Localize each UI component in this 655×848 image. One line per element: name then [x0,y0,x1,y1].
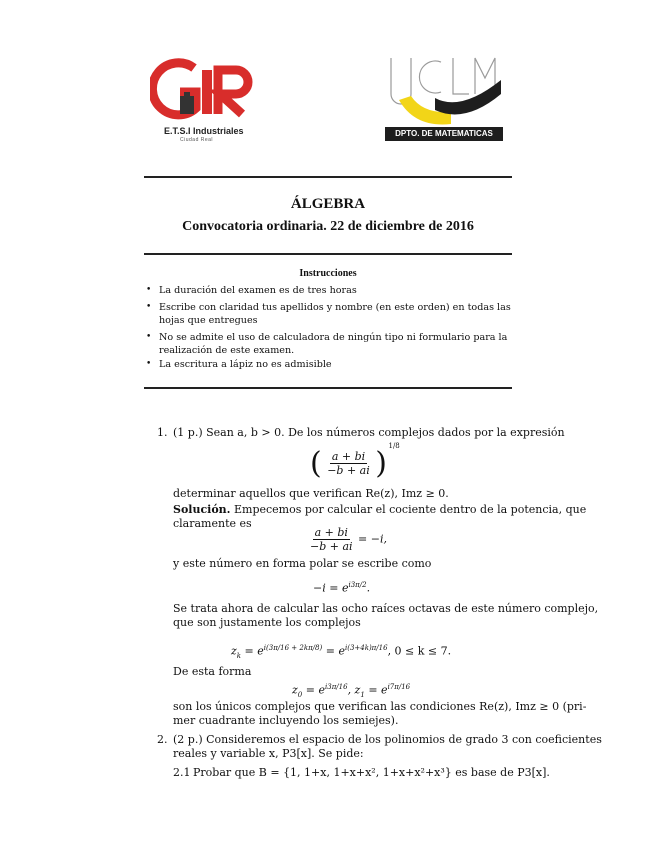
polar-intro: y este número en forma polar se escribe como [173,557,432,570]
bullet-2: • [146,302,152,312]
quotient-numerator: a + bi [314,526,348,539]
roots-equation [231,641,451,663]
polar-exponent: i3π/2 [348,581,367,589]
problem1-statement: (1 p.) Sean a, b > 0. De los números complejos dados por la expresión [173,426,565,439]
expression-fraction [325,450,372,477]
instruction-1: La duración del examen es de tres horas [159,285,357,296]
bullet-4: • [146,359,152,369]
problem1-number: 1. [157,426,168,439]
instructions-heading: Instrucciones [299,268,357,279]
z0-subscript: 0 [297,690,303,699]
right-logo [385,54,503,144]
quotient-rhs: = −i, [358,532,387,546]
roots-exponent1: i(3π/16 + 2kπ/8) [263,644,323,652]
subproblem-2-1-number: 2.1 [173,766,191,779]
solution-text: Empecemos por calcular el cociente dentro de la potencia, que [234,503,587,516]
solution-line2: claramente es [173,517,252,530]
roots-eq2: = e [325,644,345,658]
roots-line1: Se trata ahora de calcular las ocho raíces octavas de este número complejo, [173,602,599,615]
roots-subscript: k [236,651,242,660]
quotient-denominator: −b + ai [310,540,353,553]
roots-range: , 0 ≤ k ≤ 7. [387,644,452,658]
left-logo [150,56,260,148]
roots-eq: = e [244,644,264,658]
uclm-banner-text: DPTO. DE MATEMATICAS [395,129,493,138]
instruction-4: La escritura a lápiz no es admisible [159,359,332,370]
z0-exponent: i3π/16 [325,683,348,691]
exam-session: Convocatoria ordinaria. 22 de diciembre de 2016 [182,219,474,234]
expression-exponent: 1/8 [388,441,400,450]
instruction-2: Escribe con claridad tus apellidos y nombre (en este orden) en todas las hojas que entregues [159,302,511,326]
logo-subcaption: Ciudad Real [180,137,214,143]
z0-label: z [292,683,298,697]
bullet-3: • [146,332,152,342]
z0-eq: = e [305,683,325,697]
quotient-fraction [308,526,355,553]
quotient-equation [308,526,387,553]
roots-lhs: z [231,644,237,658]
exam-subject: ÁLGEBRA [290,196,366,212]
title-top-rule [144,176,512,178]
gir-logo-icon [150,56,260,128]
thus-text: De esta forma [173,665,252,678]
solution-label: Solución. [173,503,231,516]
bullet-1: • [146,285,152,295]
instruction-3: No se admite el uso de calculadora de ningún tipo ni formulario para la realización de este examen. [159,332,508,356]
expression-denominator: −b + ai [327,464,370,477]
title-bottom-rule [144,253,512,255]
solution-line1 [173,503,586,517]
polar-equation [313,578,370,596]
uclm-banner [385,127,503,141]
problem1-task: determinar aquellos que verifican Re(z), Imz ≥ 0. [173,487,449,500]
z0-z1-equation [292,680,410,702]
roots-line2: que son justamente los complejos [173,616,361,629]
expression-numerator: a + bi [331,450,366,463]
z1-eq: = e [368,683,388,697]
conclusion-line1: son los únicos complejos que verifican las condiciones Re(z), Imz ≥ 0 (pri- [173,700,587,713]
problem2-line1: (2 p.) Consideremos el espacio de los polinomios de grado 3 con coeficientes [173,733,602,746]
logo-caption: E.T.S.I Industriales [164,126,244,136]
subproblem-2-1-text: Probar que B = {1, 1+x, 1+x+x², 1+x+x²+x³} es base de P3[x]. [193,766,550,779]
z1-label: , z [347,683,361,697]
z1-subscript: 1 [360,690,365,699]
roots-exponent2: i(3+4k)π/16 [344,644,388,652]
uclm-logo-icon [385,54,503,128]
z1-exponent: i7π/16 [387,683,411,691]
polar-eq-end: . [366,581,371,595]
problem1-expression: ( $\frac{a + bi}{-b + ai}$ ) $^{1/8}$ [310,441,400,481]
instructions-bottom-rule [144,387,512,389]
conclusion-line2: mer cuadrante incluyendo los semiejes). [173,714,399,727]
polar-eq-lhs: −i = e [313,581,349,595]
problem2-number: 2. [157,733,168,746]
problem2-line2: reales y variable x, P3[x]. Se pide: [173,747,364,760]
